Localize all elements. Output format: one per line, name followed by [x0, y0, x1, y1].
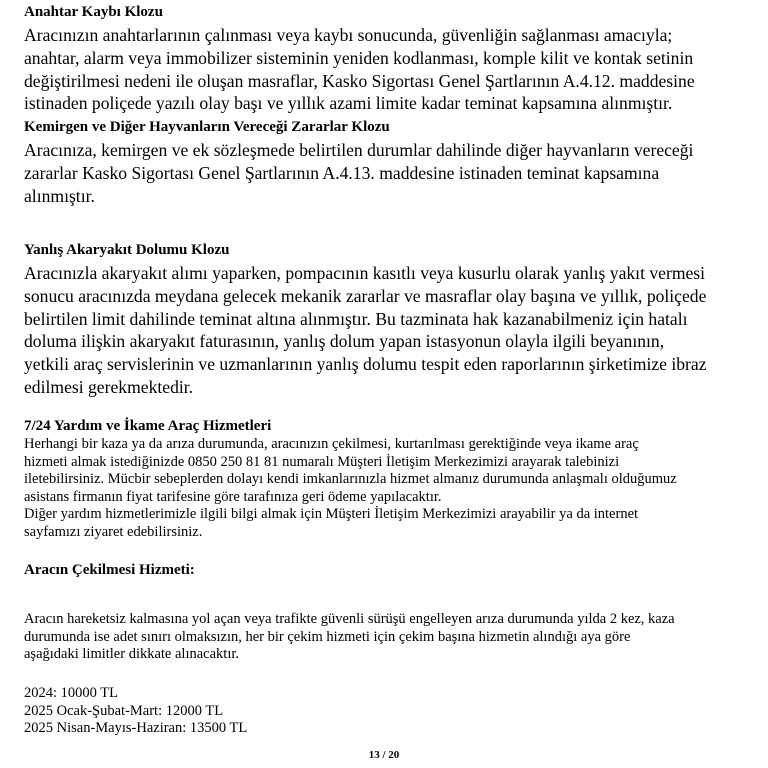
limit-item: 2025 Nisan-Mayıs-Haziran: 13500 TL — [24, 720, 248, 736]
paragraph-line: değiştirilmesi nedeni ile oluşan masraflar, Kasko Sigortası Genel Şartlarının A.4.12. maddesine — [24, 70, 695, 91]
paragraph-line: Aracınıza, kemirgen ve ek sözleşmede belirtilen durumlar dahilinde diğer hayvanların vereceği — [24, 140, 694, 160]
paragraph-line: anahtar, alarm veya immobilizer sisteminin yeniden kodlanması, komple kilit ve kontak setinin — [24, 47, 694, 68]
paragraph-line: sonucu aracınızda meydana gelecek mekanik zararlar ve masraflar olay başına ve yıllık, poliçede — [24, 285, 707, 306]
paragraph-line: edilmesi gerekmektedir. — [24, 376, 194, 397]
paragraph-line: hizmeti almak istediğinizde 0850 250 81 81 numaralı Müşteri İletişim Merkezimizi arayarak talebinizi — [24, 453, 620, 470]
rodent-heading: Kemirgen ve Diğer Hayvanların Vereceği Zararlar Klozu — [24, 119, 390, 135]
paragraph-line: Diğer yardım hizmetlerimizle ilgili bilgi almak için Müşteri İletişim Merkezimizi arayabilir ya da internet — [24, 506, 639, 522]
towing-paragraph — [24, 611, 675, 664]
paragraph-line: Aracın hareketsiz kalmasına yol açan veya trafikte güvenli sürüşü engelleyen arıza durumunda yılda 2 kez, kaza — [24, 611, 675, 627]
paragraph-line: asistans firmanın fiyat tarifesine göre tarafınıza geri ödeme yapılacaktır. — [24, 488, 442, 505]
paragraph-line: yetkili araç servislerinin ve uzmanlarının yanlış dolumu tespit eden raporlarının şirketimize ibraz — [24, 354, 707, 375]
limit-item: 2025 Ocak-Şubat-Mart: 12000 TL — [24, 702, 224, 719]
paragraph-line: iletebilirsiniz. Mücbir sebeplerden dolayı kendi imkanlarınızla hizmet almanız durumunda anlaşmalı olduğumuz — [24, 471, 677, 487]
paragraph-line: Aracınızla akaryakıt alımı yaparken, pompacının kasıtlı veya kusurlu olarak yanlış yakıt vermesi — [24, 263, 706, 283]
limit-item: 2024: 10000 TL — [24, 685, 118, 701]
wrong-fuel-heading: Yanlış Akaryakıt Dolumu Klozu — [24, 242, 230, 258]
paragraph-line: durumunda ise adet sınırı olmaksızın, her bir çekim hizmeti için çekim başına hizmetin alındığı aya göre — [24, 628, 631, 645]
paragraph-line: aşağıdaki limitler dikkate alınacaktır. — [24, 646, 240, 662]
paragraph-line: istinaden poliçede yazılı olay başı ve yıllık azami limite kadar teminat kapsamına alınmıştır. — [24, 93, 673, 114]
assistance-heading: 7/24 Yardım ve İkame Araç Hizmetleri — [24, 418, 272, 434]
paragraph-line: Aracınızın anahtarlarının çalınması veya kaybı sonucunda, güvenliğin sağlanması amacıyla; — [24, 25, 673, 45]
key-loss-paragraph — [24, 24, 695, 115]
assistance-paragraph — [24, 436, 677, 541]
towing-heading: Aracın Çekilmesi Hizmeti: — [24, 562, 195, 578]
paragraph-line: zararlar Kasko Sigortası Genel Şartlarının A.4.13. maddesine istinaden teminat kapsamına — [24, 162, 660, 183]
page-number: 13 / 20 — [368, 749, 400, 761]
rodent-paragraph — [24, 139, 693, 207]
paragraph-line: alınmıştır. — [24, 185, 95, 206]
wrong-fuel-paragraph — [24, 262, 707, 399]
paragraph-line: Herhangi bir kaza ya da arıza durumunda, aracınızın çekilmesi, kurtarılması gerektiğinde veya ikame araç — [24, 436, 639, 452]
paragraph-line: belirtilen limit dahilinde teminat altına alınmıştır. Bu tazminata hak kazanabilmeniz için hatalı — [24, 308, 688, 329]
paragraph-line: sayfamızı ziyaret edebilirsiniz. — [24, 523, 203, 540]
key-loss-heading: Anahtar Kaybı Klozu — [24, 4, 163, 20]
paragraph-line: doluma ilişkin akaryakıt faturasının, yanlış dolum yapan istasyonun olayla ilgili beyanının, — [24, 331, 665, 352]
towing-limits-list — [24, 685, 247, 738]
